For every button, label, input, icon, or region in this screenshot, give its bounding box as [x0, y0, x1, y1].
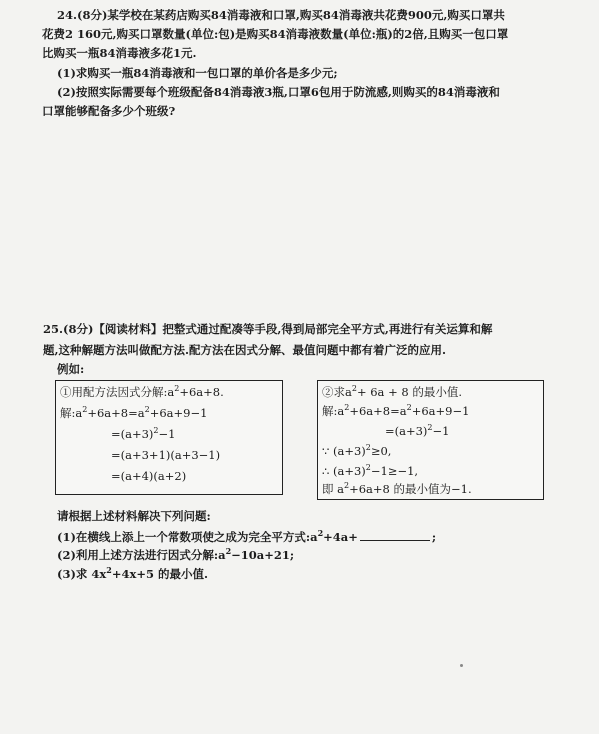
q25-line-1: 25.(8分)【阅读材料】把整式通过配凑等手段,得到局部完全平方式,再进行有关运算和解 [43, 322, 493, 336]
q24-line-3: 比购买一瓶84消毒液多花1元. [42, 46, 197, 60]
box2-row-1: 解$:a^2+6a+8=a^2+6a+9-1$ [322, 403, 470, 418]
q24-part-2a: (2)按照实际需要每个班级配备84消毒液3瓶,口罩6包用于防流感,则购买的84消毒液和 [57, 85, 500, 99]
scan-speck [460, 664, 463, 667]
box1-row-3: =(a+3+1)(a+3−1) [111, 448, 221, 462]
q25-problem-1: (1)在横线上添上一个常数项使之成为完全平方式$:a^2+4a+$ ; [57, 528, 437, 544]
box1-row-1: 解$:a^2+6a+8=a^2+6a+9-1$ [60, 405, 208, 420]
answer-blank[interactable] [360, 529, 430, 541]
box2-row-3: ∵ $(a+3)^2\ge 0$, [322, 443, 392, 458]
box1-title: ①用配方法因式分解$:a^2+6a+8$. [60, 384, 224, 399]
example-box-factorization [55, 380, 283, 495]
box1-row-2: $=(a+3)^2-1$ [111, 426, 176, 441]
q24-line-1: 24.(8分)某学校在某药店购买84消毒液和口罩,购买84消毒液共花费900元,购买口罩共 [57, 8, 505, 22]
q25-problem-3: (3)求 $4x^2+4x+5$ 的最小值. [57, 565, 208, 581]
example-box-minimum [317, 380, 544, 500]
box1-row-4: =(a+4)(a+2) [111, 469, 187, 483]
q24-part-1: (1)求购买一瓶84消毒液和一包口罩的单价各是多少元; [57, 66, 338, 80]
q24-part-2b: 口罩能够配备多少个班级? [42, 104, 176, 118]
q25-example-label: 例如: [57, 362, 85, 376]
box2-title: ②求$a^2+ 6a + 8$ 的最小值. [322, 384, 462, 399]
q25-instruction: 请根据上述材料解决下列问题: [57, 509, 211, 523]
q25-problem-2: (2)利用上述方法进行因式分解$:a^2-10a+21$; [57, 546, 295, 562]
box2-row-4: ∴ $(a+3)^2-1\ge-1$, [322, 463, 419, 478]
box2-row-2: $=(a+3)^2-1$ [385, 423, 450, 438]
q24-line-2: 花费2 160元,购买口罩数量(单位:包)是购买84消毒液数量(单位:瓶)的2倍,且购买一包口罩 [42, 27, 509, 41]
box2-row-5: 即 $a^2+6a+8$ 的最小值为−1. [322, 481, 472, 496]
q25-line-2: 题,这种解题方法叫做配方法.配方法在因式分解、最值问题中都有着广泛的应用. [43, 343, 447, 357]
